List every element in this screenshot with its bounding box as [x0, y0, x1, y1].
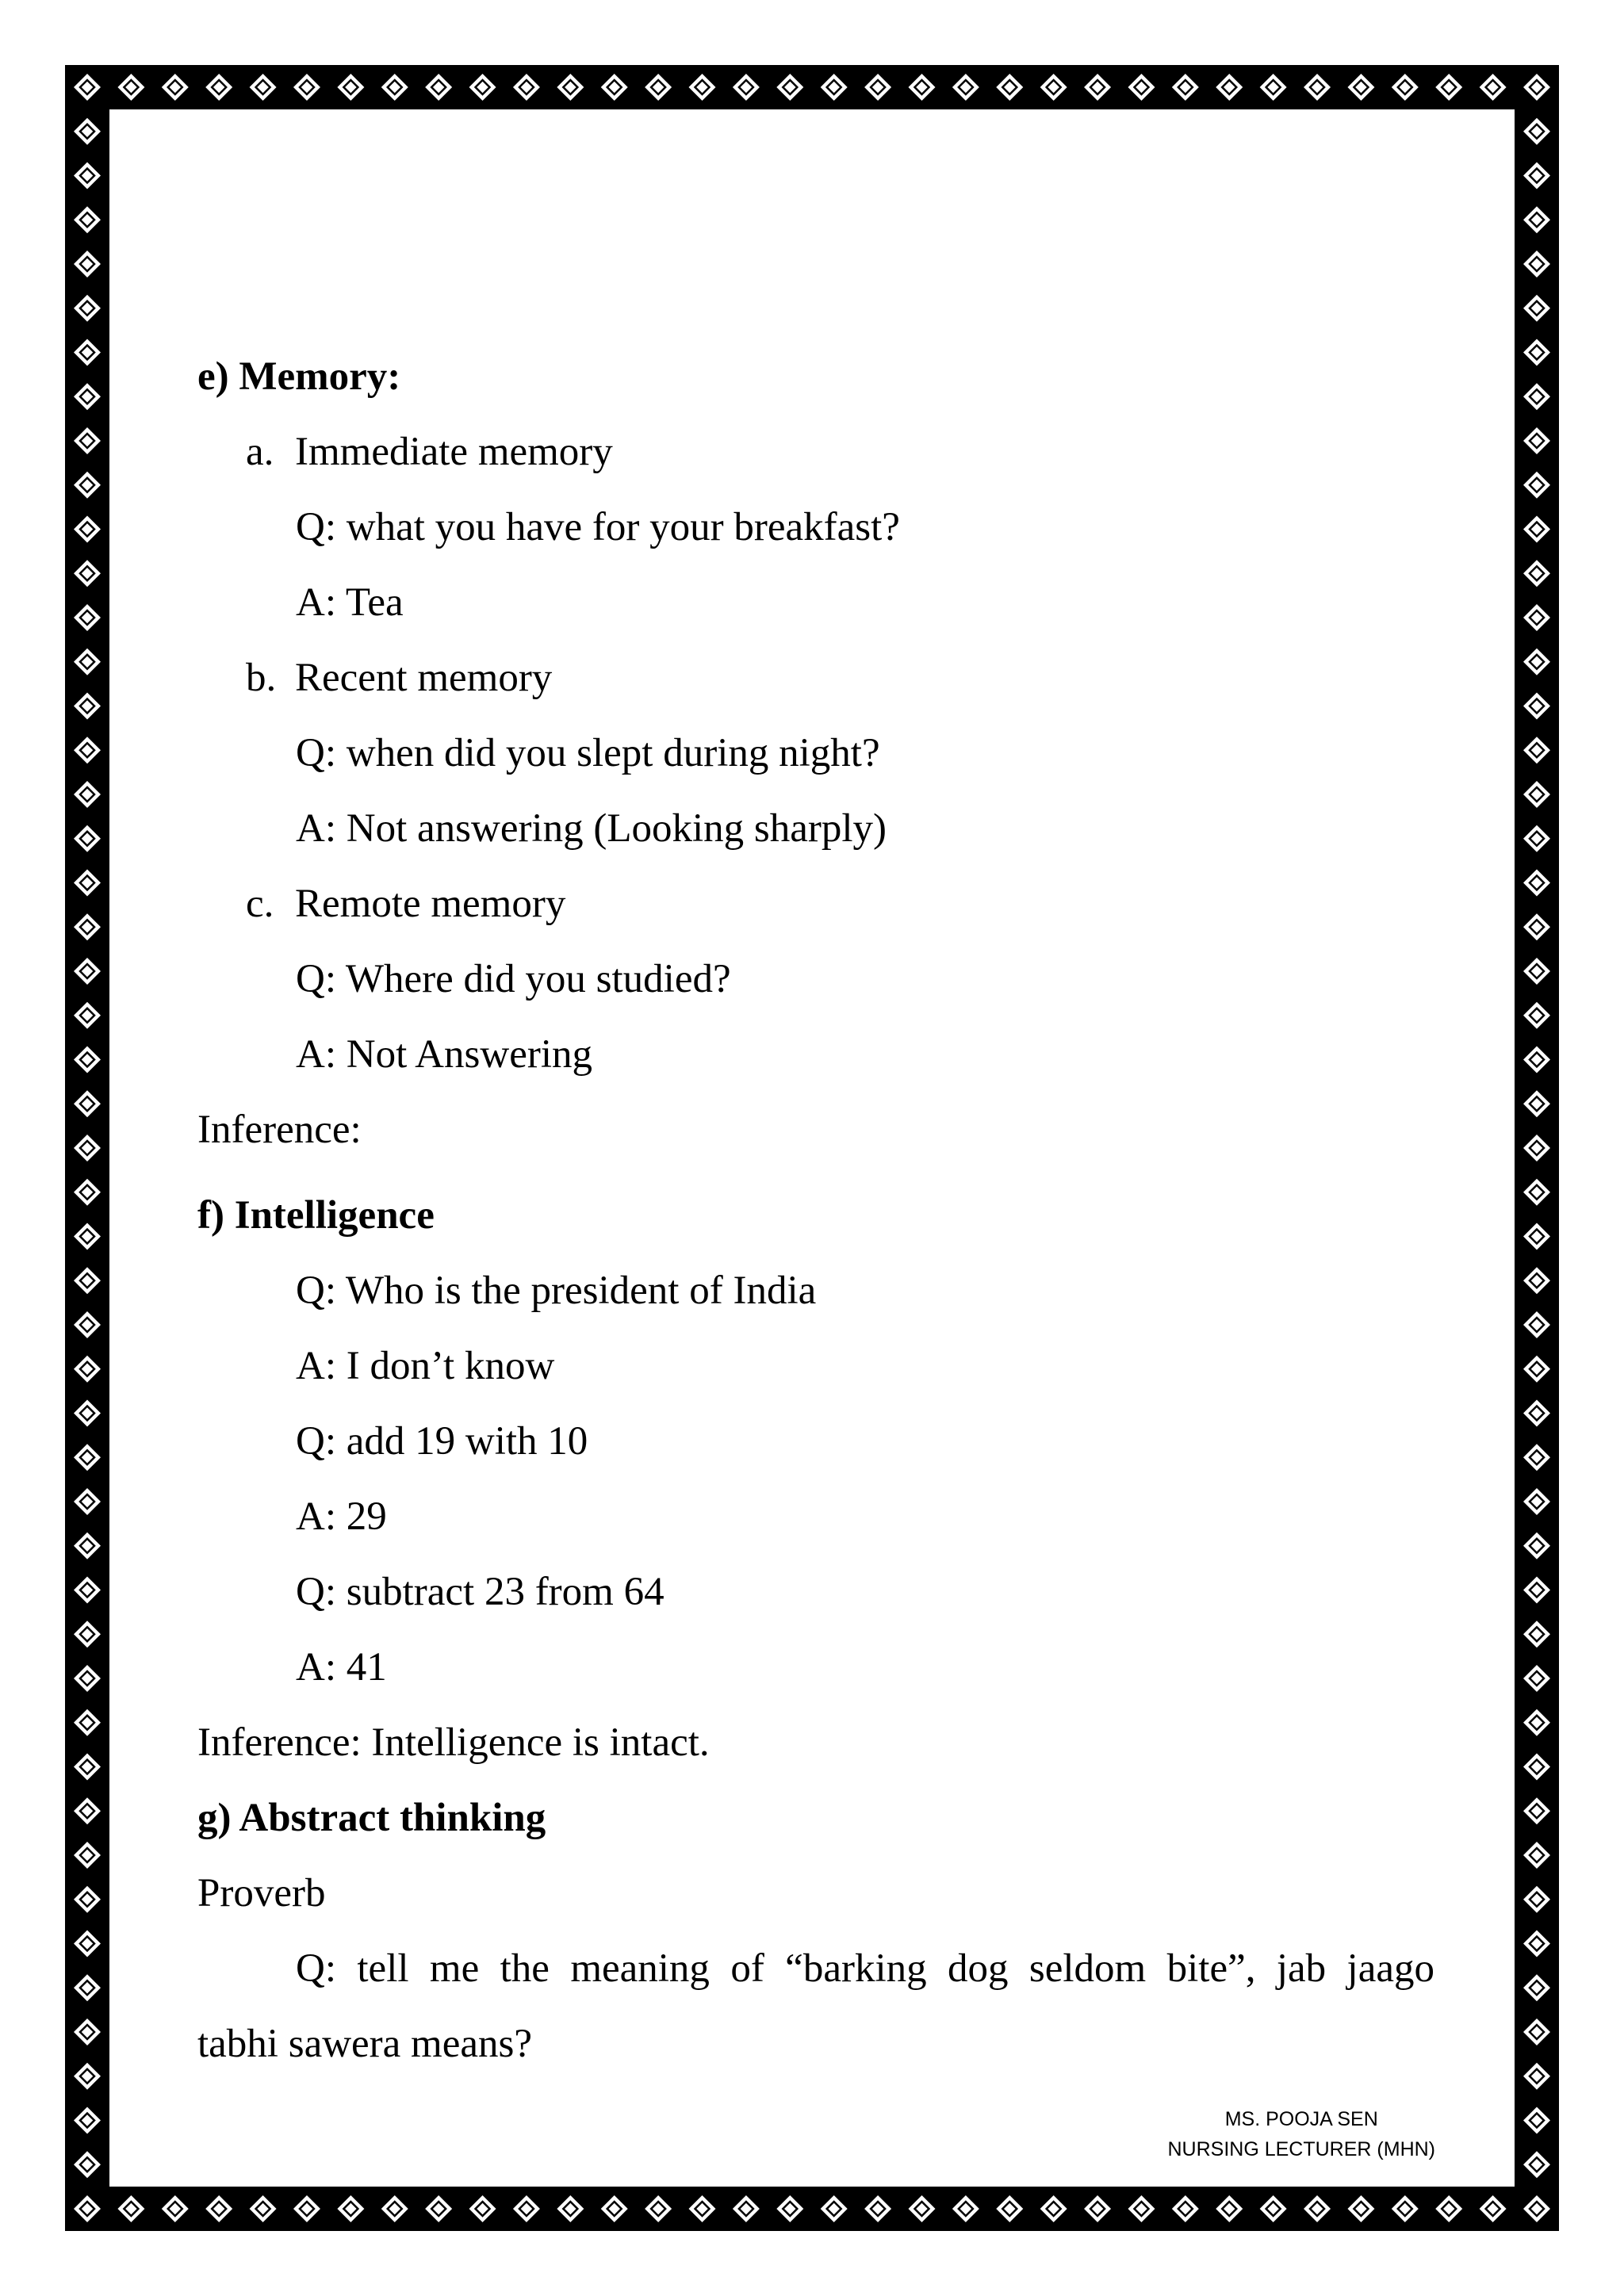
memory-heading: e) Memory: [197, 354, 401, 399]
memory-inference: Inference: [197, 1108, 362, 1152]
author-name: MS. POOJA SEN [1224, 2108, 1378, 2130]
answer-text: A: Tea [296, 580, 404, 625]
question-text: Q: what you have for your breakfast? [296, 505, 900, 549]
memory-item-remote [246, 884, 565, 924]
list-label: Recent memory [295, 656, 553, 700]
answer-text: A: 29 [296, 1494, 387, 1539]
answer-text: A: 41 [296, 1645, 387, 1689]
answer-text: A: I don’t know [296, 1344, 555, 1388]
question-text: Q: when did you slept during night? [296, 731, 880, 775]
answer-text: A: Not Answering [296, 1032, 592, 1077]
footer-signature [1168, 2104, 1436, 2164]
proverb-label: Proverb [197, 1871, 326, 1915]
memory-item-immediate [246, 432, 613, 473]
question-text: Q: Who is the president of India [296, 1269, 817, 1313]
question-text: Q: subtract 23 from 64 [296, 1570, 665, 1614]
intelligence-inference: Inference: Intelligence is intact. [197, 1720, 710, 1765]
answer-text: A: Not answering (Looking sharply) [296, 806, 887, 851]
author-title: NURSING LECTURER (MHN) [1167, 2138, 1435, 2160]
memory-item-recent [246, 658, 552, 698]
abstract-heading: g) Abstract thinking [197, 1796, 546, 1840]
list-number: b. [246, 656, 277, 700]
proverb-question-line-1: Q: tell me the meaning of “barking dog seldom bite”, jab jaago [296, 1946, 1434, 1991]
list-number: c. [246, 882, 274, 926]
list-label: Remote memory [295, 882, 566, 926]
list-label: Immediate memory [295, 430, 613, 474]
list-number: a. [246, 430, 274, 474]
question-text: Q: add 19 with 10 [296, 1419, 588, 1464]
intelligence-heading: f) Intelligence [197, 1193, 435, 1238]
question-text: Q: Where did you studied? [296, 957, 731, 1001]
proverb-question-line-2: tabhi sawera means? [197, 2022, 532, 2066]
